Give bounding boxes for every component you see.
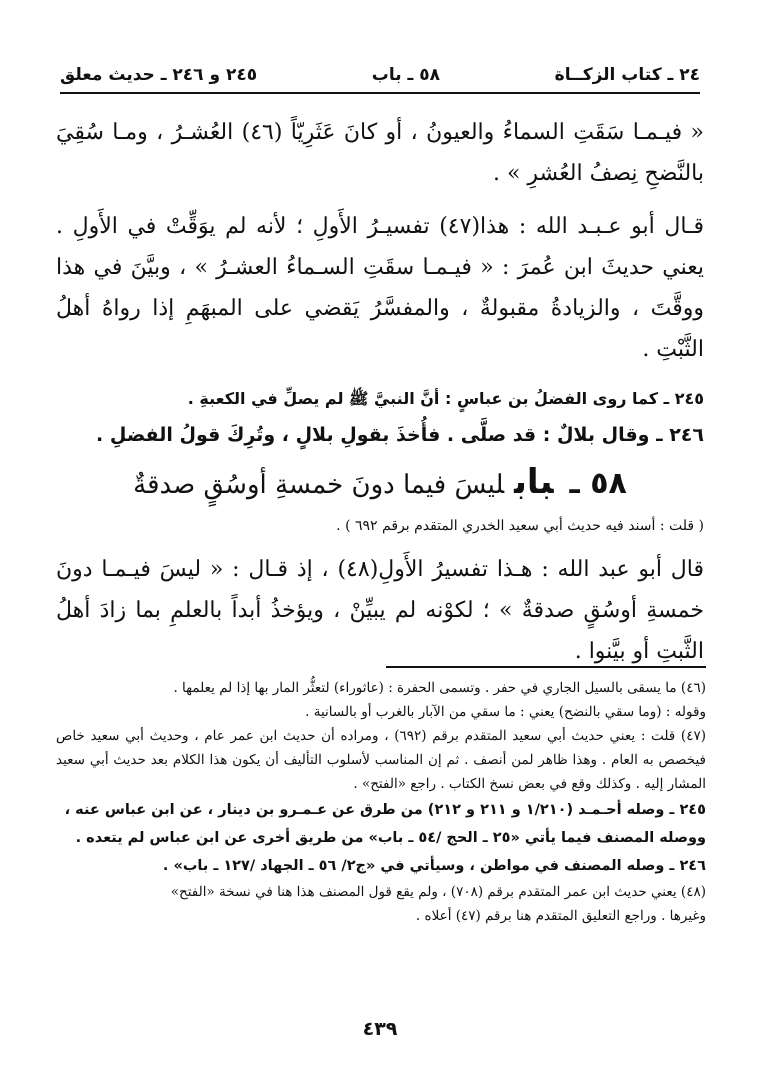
commentary-paragraph: قـال أبو عـبـد الله : هذا(٤٧) تفسيـرُ الأَولِ ؛ لأنه لم يوَقِّتْ في الأَولِ . يعني حديثَ ابن عُمرَ : « فيـمـا سقَتِ السـماءُ العشـرُ » ، وبيَّنَ في هذا ووقَّتَ ، والزيادةُ مقبولةٌ ، والمفسَّرُ يَقضي على المبهَمِ إذا رواهُ أهلُ الثَّبْتِ . [56, 214, 704, 362]
footnote-hadith-245: ٢٤٥ ـ وصله أحـمـد (١/٢١٠ و ٢١١ و ٢١٢) من طرق عن عـمـرو بن دينار ، عن ابن عباس عنه ، ووصله المصنف فيما يأتي «٢٥ ـ الحج /٥٤ ـ باب» من طريق أخرى عن ابن عباس لم يتعده . [64, 802, 706, 846]
footnote-46: (٤٦) ما يسقى بالسيل الجاري في حفر . وتسمى الحفرة : (عاثوراء) لتعثُّر المار بها إذا لم يعلمها . [173, 680, 706, 696]
editor-note: ( قلت : أسند فيه حديث أبي سعيد الخدري المتقدم برقم ٦٩٢ ) . [336, 518, 704, 534]
running-header [60, 58, 700, 94]
page-number: ٤٣٩ [362, 1018, 398, 1040]
header-hadith-range: ٢٤٥ و ٢٤٦ ـ حديث معلق [60, 65, 258, 85]
header-book-title: ٢٤ ـ كتاب الزكــاة [554, 65, 700, 85]
chapter-number: ٥٨ ـ [569, 466, 627, 501]
commentary-paragraph-2: قال أبو عبد الله : هـذا تفسيرُ الأَولِ(٤٨) ، إذ قـال : « ليسَ فيـمـا دونَ خمسةِ أوسُقٍ صدقةٌ » ؛ لكوْنه لم يبيِّنْ ، ويؤخذُ أبداً بالعلمِ بما زادَ أهلُ الثَّبتِ أو بيَّنوا . [56, 557, 705, 664]
footnote-48-cont: وغيرها . وراجع التعليق المتقدم هنا برقم (٤٧) أعلاه . [415, 908, 706, 924]
hadith-246: ٢٤٦ ـ وقال بلالٌ : قد صلَّى . فأُخذَ بقولِ بلالٍ ، وتُرِكَ قولُ الفضلِ . [96, 424, 704, 446]
footnote-47: (٤٧) قلت : يعني حديث أبي سعيد المتقدم برقم (٦٩٢) ، ومراده أن حديث ابن عمر عام ، وحديث أبي سعيد خاص فيخصص به العام . وهذا ظاهر لمن أنصف . ثم إن المناسب لأسلوب التأليف أن يكون هذا الكلام بعد حديث أبي سعيد المشار إليه . وكذلك وقع في بعض نسخ الكتاب . راجع «الفتح» . [56, 728, 706, 792]
footnote-divider [386, 666, 706, 668]
footnote-hadith-246: ٢٤٦ ـ وصله المصنف في مواطن ، وسيأتي في «ج٢/ ٥٦ ـ الجهاد /١٢٧ ـ باب» . [162, 858, 706, 874]
footnote-46-cont: وقوله : (وما سقي بالنضح) يعني : ما سقي من الآبار بالغرب أو بالسانية . [305, 704, 706, 720]
header-chapter: ٥٨ ـ باب [371, 65, 441, 85]
footnotes [56, 676, 706, 928]
footnote-48: (٤٨) يعني حديث ابن عمر المتقدم برقم (٧٠٨) ، ولم يقع قول المصنف هذا هنا في نسخة «الفتح» [170, 884, 706, 900]
main-text [56, 112, 704, 672]
chapter-title: ليسَ فيما دونَ خمسةِ أوسُقٍ صدقةٌ [133, 470, 505, 500]
chapter-word: باب [514, 462, 554, 502]
hadith-245: ٢٤٥ ـ كما روى الفضلُ بن عباسٍ : أنَّ النبيَّ ﷺ لم يصلِّ في الكعبةِ . [187, 389, 704, 408]
chapter-heading [56, 460, 704, 507]
hadith-text-paragraph: « فيـمـا سَقَتِ السماءُ والعيونُ ، أو كانَ عَثَرِيّاً (٤٦) العُشـرُ ، ومـا سُقِيَ بالنَّضحِ نِصفُ العُشرِ » . [56, 120, 704, 186]
